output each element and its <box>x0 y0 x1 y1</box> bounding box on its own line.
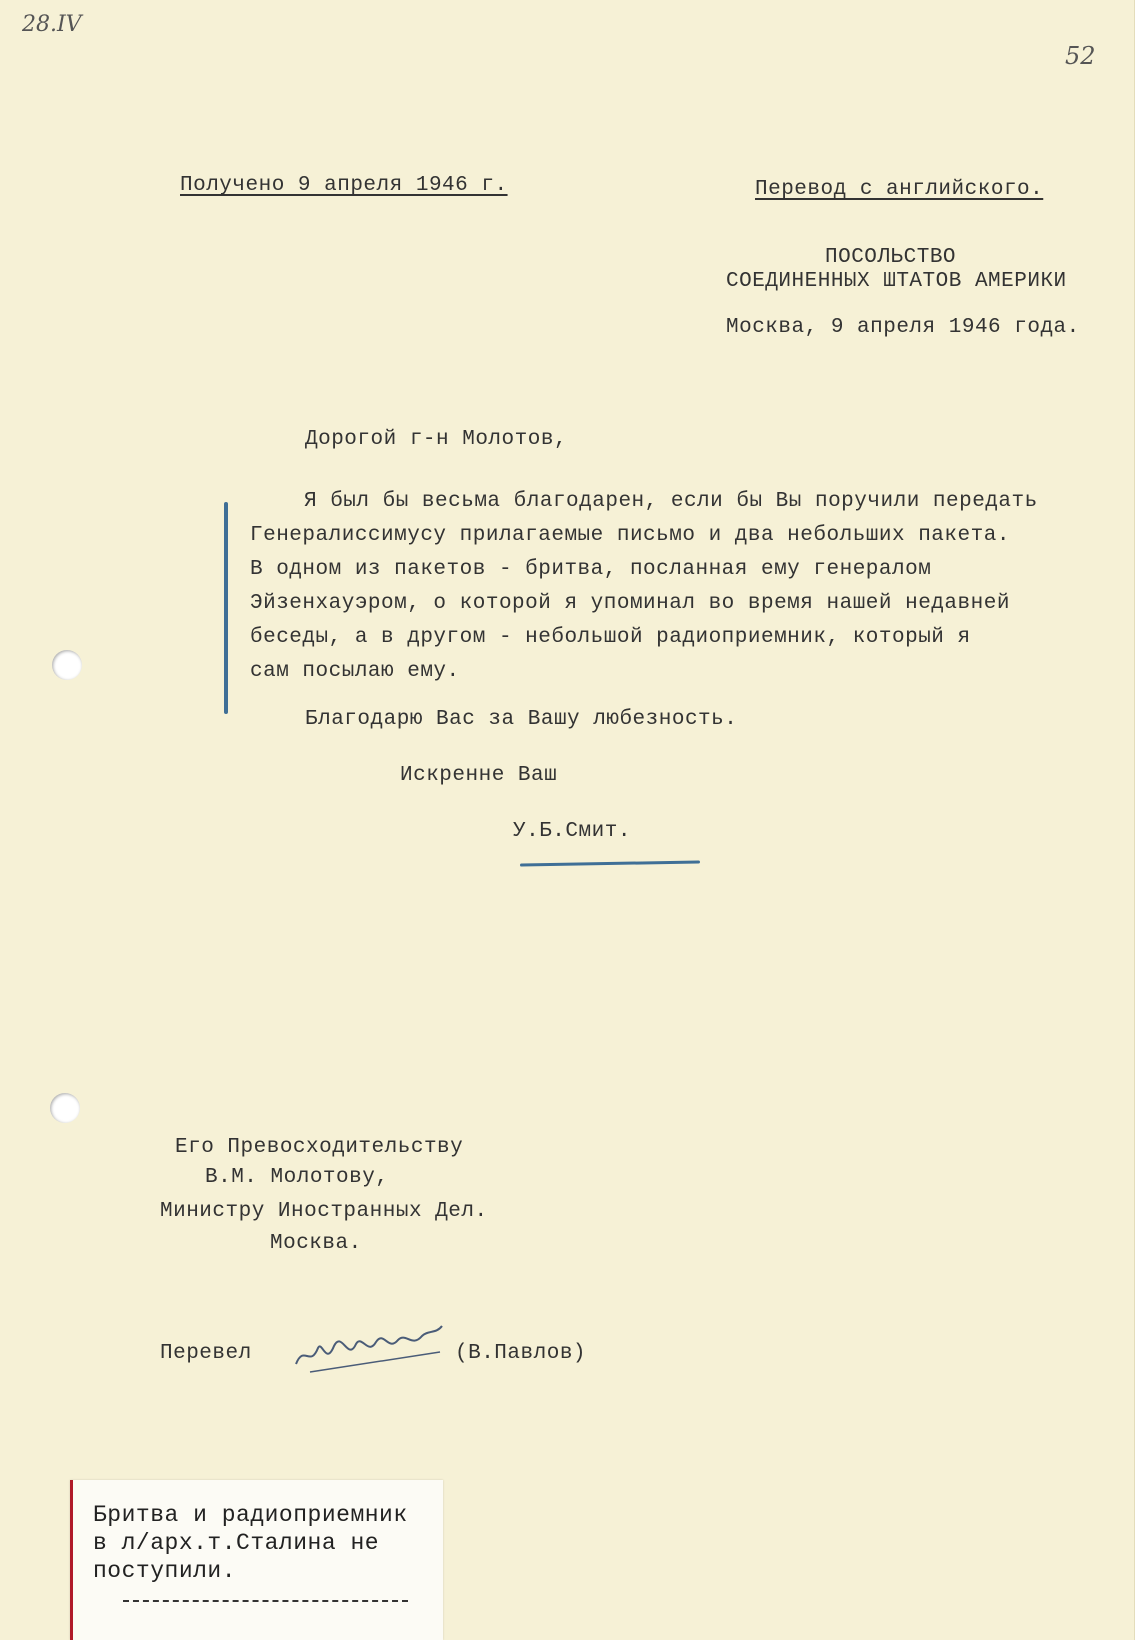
translator-signature <box>290 1322 450 1378</box>
archive-note-slip <box>70 1480 443 1640</box>
note-line: Бритва и радиоприемник <box>93 1502 408 1528</box>
thanks-line: Благодарю Вас за Вашу любезность. <box>305 708 738 731</box>
sender-date: Москва, 9 апреля 1946 года. <box>726 316 1080 339</box>
body-line: Эйзенхауэром, о которой я упоминал во время нашей недавней <box>250 592 1010 615</box>
body-line: сам посылаю ему. <box>250 660 460 683</box>
body-line: Генералиссимусу прилагаемые письмо и два небольших пакета. <box>250 524 1010 547</box>
addressee-line: В.М. Молотову, <box>205 1166 389 1189</box>
punch-hole <box>52 650 82 680</box>
body-line: В одном из пакетов - бритва, посланная ему генералом <box>250 558 932 581</box>
note-line: в л/арх.т.Сталина не <box>93 1530 380 1556</box>
addressee-line: Москва. <box>270 1232 362 1255</box>
translation-note: Перевод с английского. <box>755 178 1044 201</box>
page-number: 52 <box>1065 42 1096 70</box>
received-date: Получено 9 апреля 1946 г. <box>180 174 508 197</box>
body-line: Я был бы весьма благодарен, если бы Вы поручили передать <box>304 490 1038 513</box>
note-dashed-rule <box>123 1600 408 1602</box>
sender-line-1: ПОСОЛЬСТВО <box>825 246 957 269</box>
note-line: поступили. <box>93 1558 237 1584</box>
translator-name: (В.Павлов) <box>455 1342 587 1365</box>
addressee-line: Министру Иностранных Дел. <box>160 1200 488 1223</box>
sender-line-2: СОЕДИНЕННЫХ ШТАТОВ АМЕРИКИ <box>726 270 1067 293</box>
salutation: Дорогой г-н Молотов, <box>305 428 568 451</box>
addressee-line: Его Превосходительству <box>175 1136 464 1159</box>
punch-hole <box>50 1093 80 1123</box>
corner-mark: 28.IV <box>22 12 82 37</box>
closing: Искренне Ваш <box>400 764 558 787</box>
translator-label: Перевел <box>160 1342 252 1365</box>
signature: У.Б.Смит. <box>513 820 631 843</box>
signature-underline <box>520 860 700 866</box>
margin-mark <box>224 502 228 714</box>
body-line: беседы, а в другом - небольшой радиоприемник, который я <box>250 626 971 649</box>
